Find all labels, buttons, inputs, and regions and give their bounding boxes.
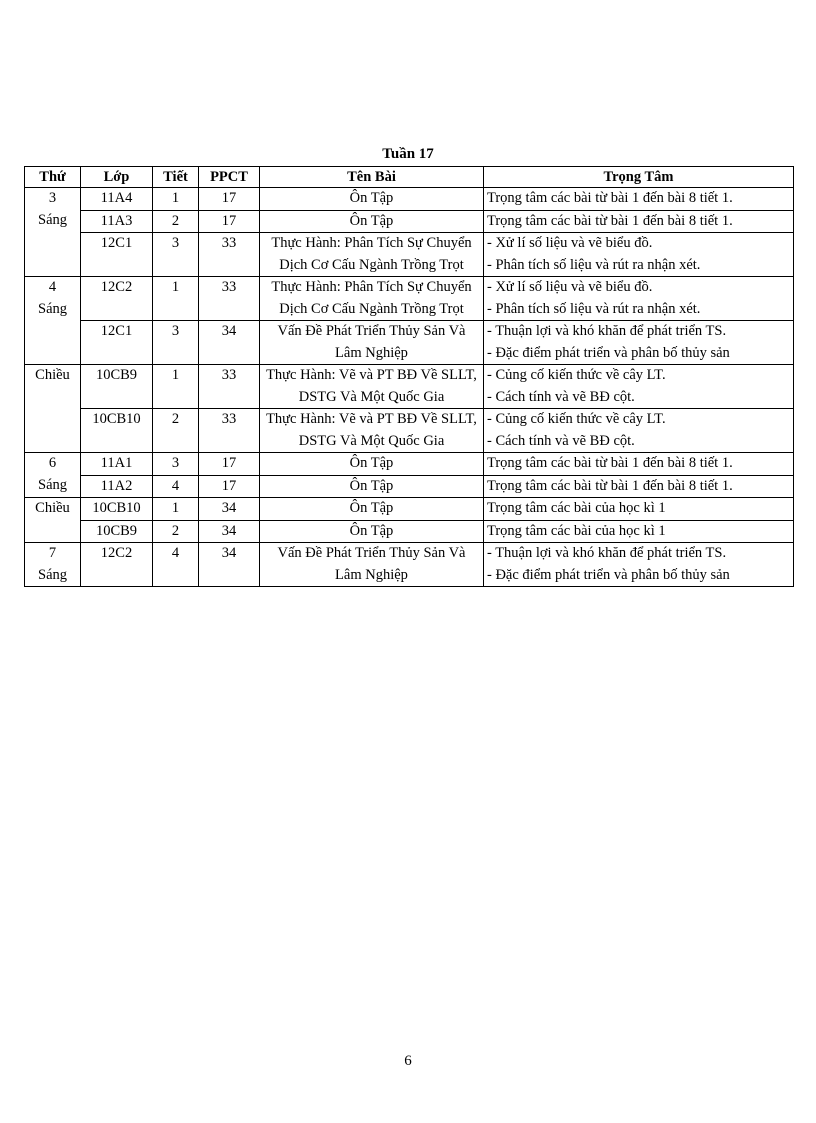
lesson-cell: Vấn Đề Phát Triển Thủy Sản Và Lâm Nghiệp: [260, 321, 484, 365]
period-cell: 2: [153, 210, 199, 233]
table-row: [25, 210, 794, 233]
ppct-cell: 17: [199, 453, 260, 476]
period-cell: 4: [153, 543, 199, 587]
ppct-cell: 17: [199, 188, 260, 211]
period-cell: 3: [153, 233, 199, 277]
ppct-cell: 33: [199, 409, 260, 453]
focus-cell: - Xử lí số liệu và vẽ biểu đồ. - Phân tích số liệu và rút ra nhận xét.: [484, 233, 794, 277]
lesson-cell: Ôn Tập: [260, 188, 484, 211]
period-cell: 1: [153, 365, 199, 409]
table-row: [25, 233, 794, 277]
class-cell: 12C1: [81, 233, 153, 277]
class-cell: 12C2: [81, 543, 153, 587]
period-cell: 1: [153, 498, 199, 521]
focus-cell: Trọng tâm các bài từ bài 1 đến bài 8 tiết 1.: [484, 210, 794, 233]
day-cell-thu7: 7 Sáng: [25, 543, 81, 587]
focus-cell: - Xử lí số liệu và vẽ biểu đồ. - Phân tích số liệu và rút ra nhận xét.: [484, 277, 794, 321]
class-cell: 10CB9: [81, 520, 153, 543]
page-number: 6: [404, 1053, 412, 1069]
day-cell-thu4-chieu: Chiều: [25, 365, 81, 453]
period-cell: 4: [153, 475, 199, 498]
table-row: [25, 365, 794, 409]
period-cell: 1: [153, 277, 199, 321]
lesson-cell: Thực Hành: Phân Tích Sự Chuyển Dịch Cơ Cấu Ngành Trồng Trọt: [260, 233, 484, 277]
week-title: Tuần 17: [382, 146, 434, 162]
lesson-cell: Ôn Tập: [260, 210, 484, 233]
class-cell: 10CB10: [81, 498, 153, 521]
ppct-cell: 33: [199, 277, 260, 321]
table-row: [25, 498, 794, 521]
class-cell: 11A3: [81, 210, 153, 233]
header-row: [25, 167, 794, 188]
header-ppct: PPCT: [199, 167, 260, 188]
ppct-cell: 34: [199, 321, 260, 365]
lesson-cell: Ôn Tập: [260, 520, 484, 543]
table-row: [25, 409, 794, 453]
day-cell-thu3: 3 Sáng: [25, 188, 81, 277]
ppct-cell: 34: [199, 498, 260, 521]
class-cell: 10CB10: [81, 409, 153, 453]
header-ten-bai: Tên Bài: [260, 167, 484, 188]
focus-cell: Trọng tâm các bài của học kì 1: [484, 520, 794, 543]
day-cell-thu6: 6 Sáng: [25, 453, 81, 498]
day-cell-thu6-chieu: Chiều: [25, 498, 81, 543]
class-cell: 11A2: [81, 475, 153, 498]
period-cell: 3: [153, 321, 199, 365]
focus-cell: Trọng tâm các bài của học kì 1: [484, 498, 794, 521]
lesson-cell: Thực Hành: Vẽ và PT BĐ Về SLLT, DSTG Và Một Quốc Gia: [260, 409, 484, 453]
lesson-cell: Thực Hành: Vẽ và PT BĐ Về SLLT, DSTG Và Một Quốc Gia: [260, 365, 484, 409]
lesson-cell: Vấn Đề Phát Triển Thủy Sản Và Lâm Nghiệp: [260, 543, 484, 587]
focus-cell: Trọng tâm các bài từ bài 1 đến bài 8 tiết 1.: [484, 475, 794, 498]
class-cell: 11A4: [81, 188, 153, 211]
ppct-cell: 34: [199, 520, 260, 543]
focus-cell: - Thuận lợi và khó khăn để phát triển TS. - Đặc điểm phát triển và phân bố thủy sản: [484, 543, 794, 587]
period-cell: 1: [153, 188, 199, 211]
lesson-cell: Ôn Tập: [260, 453, 484, 476]
focus-cell: Trọng tâm các bài từ bài 1 đến bài 8 tiết 1.: [484, 453, 794, 476]
table-row: [25, 277, 794, 321]
table-row: [25, 475, 794, 498]
class-cell: 12C1: [81, 321, 153, 365]
focus-cell: Trọng tâm các bài từ bài 1 đến bài 8 tiết 1.: [484, 188, 794, 211]
header-lop: Lớp: [81, 167, 153, 188]
ppct-cell: 33: [199, 365, 260, 409]
ppct-cell: 17: [199, 210, 260, 233]
ppct-cell: 34: [199, 543, 260, 587]
schedule-table: [24, 166, 794, 587]
header-thu: Thứ: [25, 167, 81, 188]
table-row: [25, 543, 794, 587]
ppct-cell: 17: [199, 475, 260, 498]
header-trong-tam: Trọng Tâm: [484, 167, 794, 188]
period-cell: 2: [153, 520, 199, 543]
period-cell: 2: [153, 409, 199, 453]
table-row: [25, 453, 794, 476]
ppct-cell: 33: [199, 233, 260, 277]
focus-cell: - Củng cố kiến thức về cây LT. - Cách tính và vẽ BĐ cột.: [484, 365, 794, 409]
focus-cell: - Củng cố kiến thức về cây LT. - Cách tính và vẽ BĐ cột.: [484, 409, 794, 453]
table-row: [25, 520, 794, 543]
lesson-cell: Ôn Tập: [260, 475, 484, 498]
day-cell-thu4: 4 Sáng: [25, 277, 81, 365]
lesson-cell: Ôn Tập: [260, 498, 484, 521]
class-cell: 10CB9: [81, 365, 153, 409]
class-cell: 11A1: [81, 453, 153, 476]
header-tiet: Tiết: [153, 167, 199, 188]
focus-cell: - Thuận lợi và khó khăn để phát triển TS. - Đặc điểm phát triển và phân bố thủy sản: [484, 321, 794, 365]
table-row: [25, 188, 794, 211]
period-cell: 3: [153, 453, 199, 476]
lesson-cell: Thực Hành: Phân Tích Sự Chuyển Dịch Cơ Cấu Ngành Trồng Trọt: [260, 277, 484, 321]
table-row: [25, 321, 794, 365]
class-cell: 12C2: [81, 277, 153, 321]
